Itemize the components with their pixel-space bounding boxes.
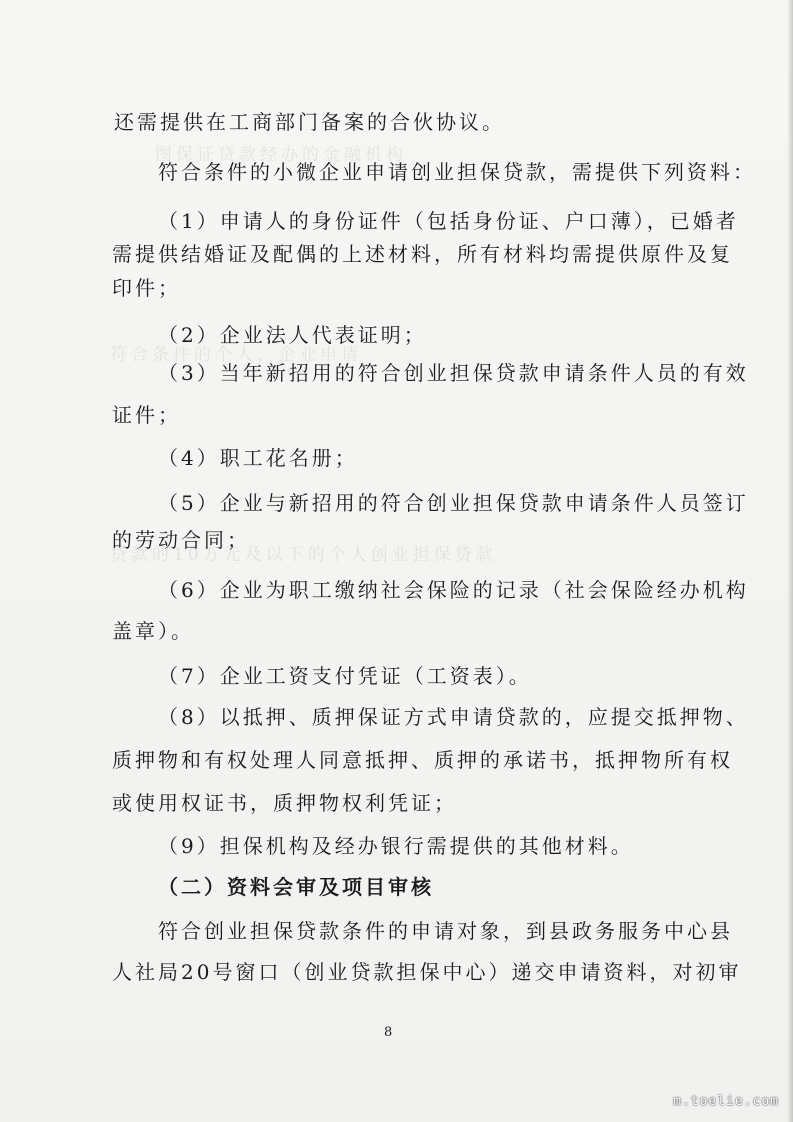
text-line-21: 人社局20号窗口（创业贷款担保中心）递交申请资料，对初审 — [112, 960, 742, 984]
page-number: 8 — [384, 1025, 393, 1040]
text-line-11: 的劳动合同； — [112, 528, 250, 552]
text-line-4: 需提供结婚证及配偶的上述材料，所有材料均需提供原件及复 — [112, 242, 733, 266]
show-through-text: 符合条件的个人，企业申请 — [110, 345, 362, 365]
text-line-20: 符合创业担保贷款条件的申请对象，到县政务服务中心县 — [158, 919, 733, 943]
text-line-14: （7）企业工资支付凭证（工资表）。 — [158, 664, 532, 688]
text-line-18: （9）担保机构及经办银行需提供的其他材料。 — [158, 834, 634, 858]
text-line-1: 还需提供在工商部门备案的合伙协议。 — [114, 110, 505, 134]
text-line-9: （4）职工花名册； — [158, 446, 358, 470]
text-line-17: 或使用权证书，质押物权利凭证； — [112, 791, 457, 815]
text-line-6: （2）企业法人代表证明； — [158, 323, 427, 347]
show-through-text: 图保证贷款经办的金融机构 — [155, 145, 407, 165]
site-watermark: m.toelie.com — [673, 1094, 779, 1109]
text-line-3: （1）申请人的身份证件（包括身份证、户口薄），已婚者 — [158, 209, 739, 233]
text-line-10: （5）企业与新招用的符合创业担保贷款申请条件人员签订 — [158, 491, 749, 515]
text-line-16: 质押物和有权处理人同意抵押、质押的承诺书，抵押物所有权 — [112, 748, 733, 772]
text-line-8: 证件； — [112, 403, 181, 427]
text-line-13: 盖章）。 — [112, 619, 194, 643]
scan-edge-shadow — [787, 0, 793, 1122]
text-line-7: （3）当年新招用的符合创业担保贷款申请条件人员的有效 — [158, 361, 749, 385]
text-line-12: （6）企业为职工缴纳社会保险的记录（社会保险经办机构 — [158, 578, 749, 602]
text-line-2: 符合条件的小微企业申请创业担保贷款，需提供下列资料： — [158, 160, 756, 184]
show-through-text: 贷款的10万元及以下的个人创业担保贷款 — [110, 545, 497, 565]
text-line-15: （8）以抵押、质押保证方式申请贷款的，应提交抵押物、 — [158, 705, 749, 729]
text-line-5: 印件； — [112, 276, 181, 300]
section-heading: （二）资料会审及项目审核 — [158, 875, 434, 899]
